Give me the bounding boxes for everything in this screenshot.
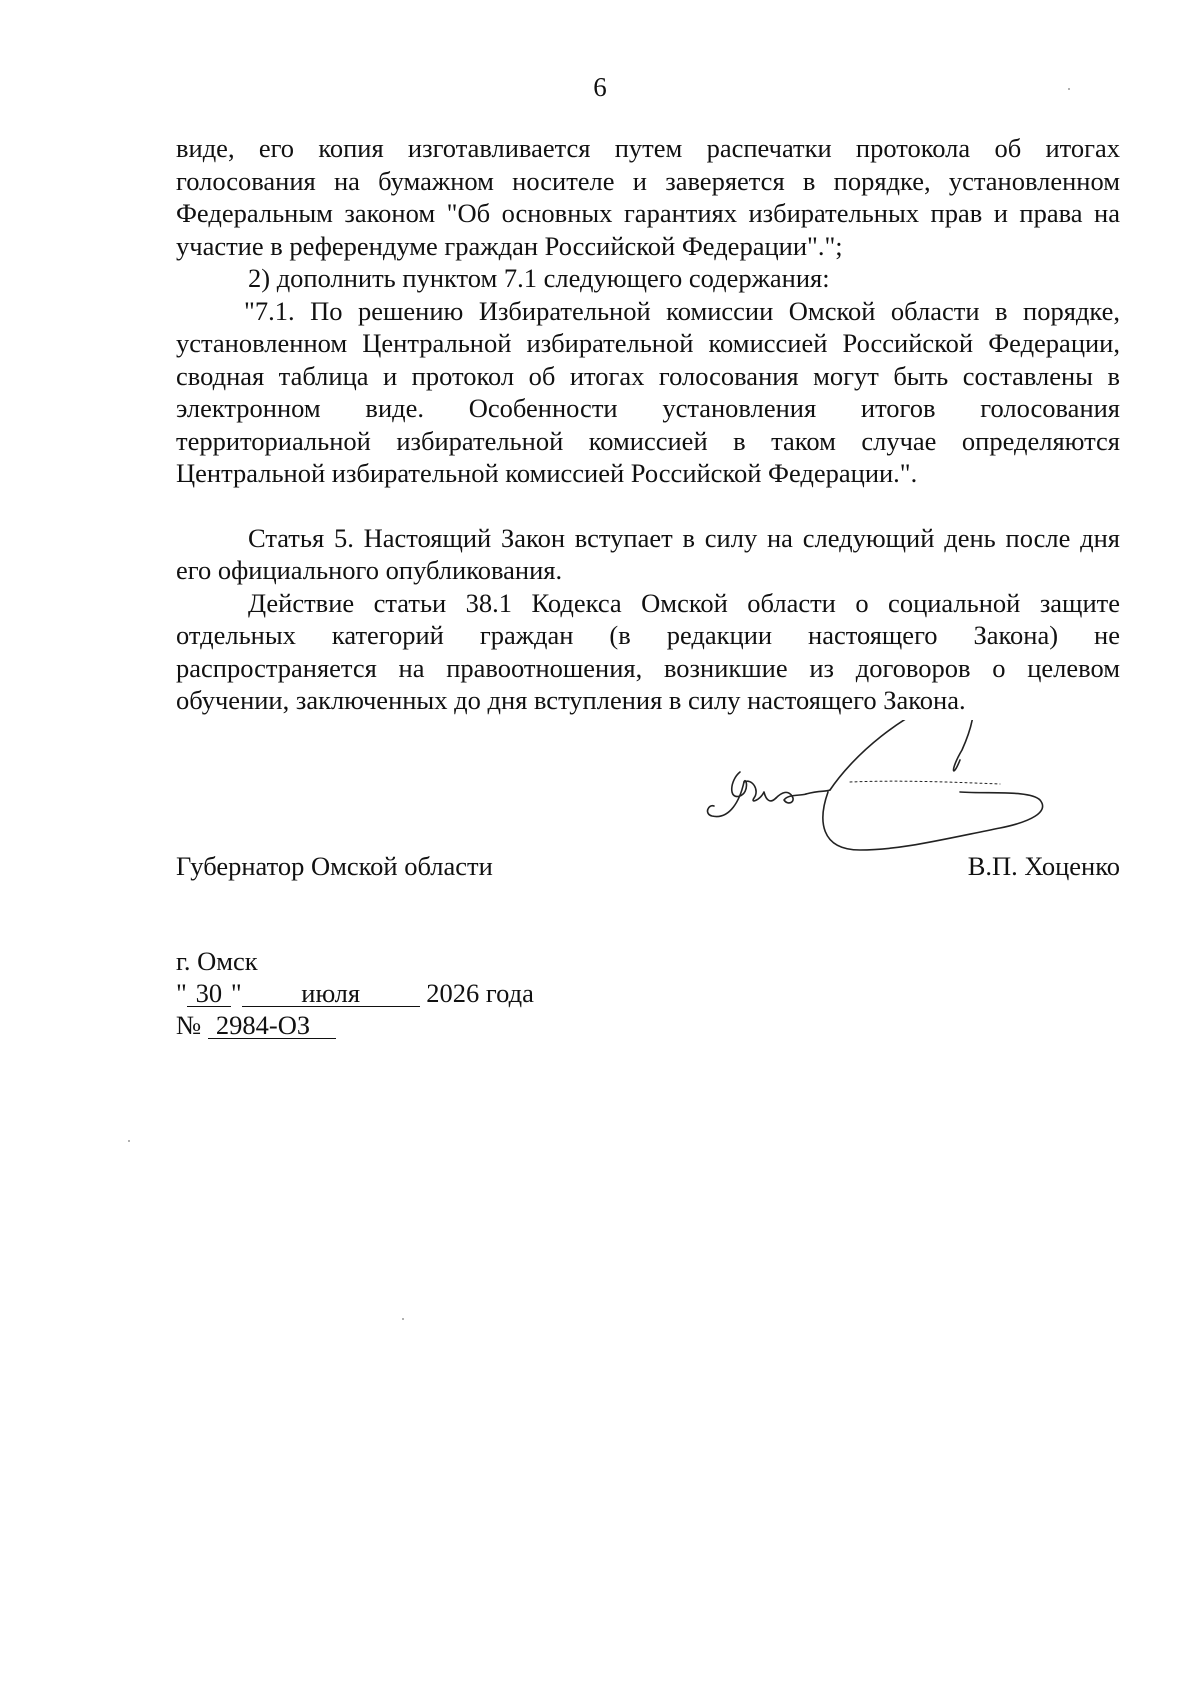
footer-number <box>176 1009 534 1041</box>
date-quote-close: " <box>230 978 242 1008</box>
footer-date <box>176 977 534 1009</box>
law-number: 2984-ОЗ <box>208 1012 336 1039</box>
footer-city: г. Омск <box>176 946 258 976</box>
date-month: июля <box>242 980 420 1007</box>
scan-artifact <box>128 1140 130 1142</box>
signer-title: Губернатор Омской области <box>176 851 493 881</box>
paragraph-continuation: виде, его копия изготавливается путем распечатки протокола об итогах голосования на бумажном носителе и заверяется в порядке, установленном Федеральным законом "Об основных гарантиях избирательных прав и права на участие в референдуме граждан Российской Федерации"."; <box>176 133 1120 261</box>
paragraph-amendment-item: 2) дополнить пунктом 7.1 следующего содержания: <box>248 263 830 293</box>
paragraph-article-5: Статья 5. Настоящий Закон вступает в силу на следующий день после дня его официального опубликования. <box>176 522 1120 585</box>
handwritten-signature <box>700 720 1060 940</box>
scan-artifact <box>1068 88 1070 90</box>
page-number: 6 <box>593 72 607 102</box>
scan-artifact <box>402 1318 404 1320</box>
paragraph-applicability: Действие статьи 38.1 Кодекса Омской области о социальной защите отдельных категорий граждан (в редакции настоящего Закона) не распространяется на правоотношения, возникшие из договоров о целевом обучении, заключенных до дня вступления в силу настоящего Закона. <box>176 587 1120 715</box>
paragraph-spacer <box>176 490 1120 522</box>
document-footer <box>176 945 534 1041</box>
document-body <box>176 132 1120 717</box>
date-quote-open: " <box>176 978 187 1008</box>
signer-name: В.П. Хоценко <box>967 851 1120 881</box>
number-sign: № <box>176 1010 202 1040</box>
date-day: 30 <box>187 980 231 1007</box>
date-year: 2026 года <box>426 978 534 1008</box>
paragraph-quoted-clause: "7.1. По решению Избирательной комиссии Омской области в порядке, установленном Центральной избирательной комиссией Российской Федерации, сводная таблица и протокол об итогах голосования могут быть составлены в электронном виде. Особенности установления итогов голосования территориальной избирательной комиссией в таком случае определяются Центральной избирательной комиссией Российской Федерации.". <box>176 295 1120 488</box>
